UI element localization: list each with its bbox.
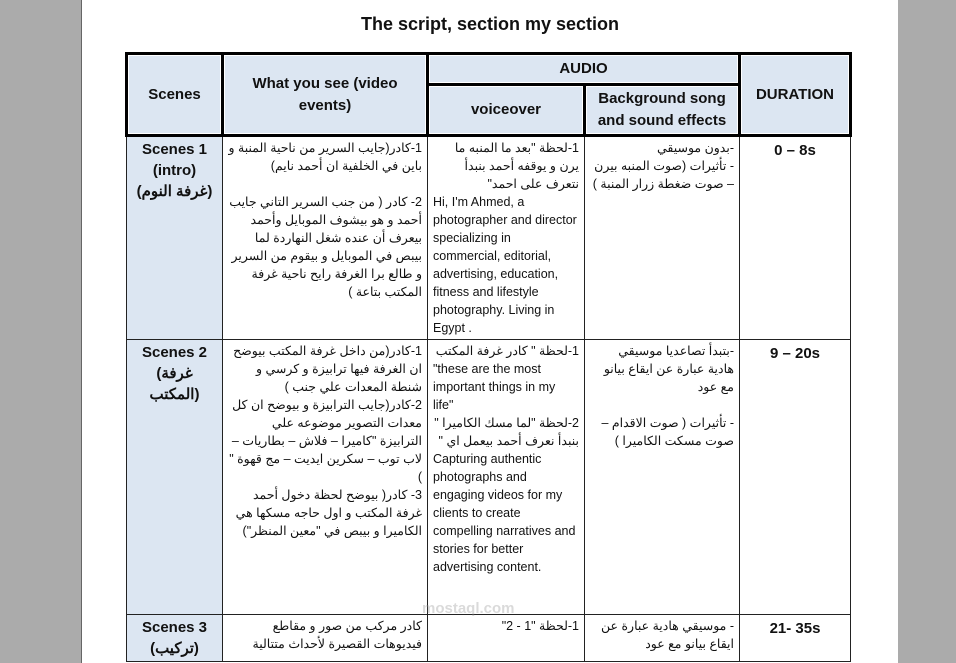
header-scenes: Scenes (127, 54, 223, 136)
scene-cell: Scenes 3 (تركيب) (127, 615, 223, 662)
watermark: mostaql.com (422, 600, 515, 617)
table-row (127, 136, 851, 340)
voiceover-english: "these are the most important things in my life" (433, 362, 556, 412)
header-background: Background song and sound effects (585, 85, 740, 136)
script-table (125, 52, 852, 662)
voiceover-cell (428, 136, 585, 340)
voiceover-english: Hi, I'm Ahmed, a photographer and director specializing in commercial, editorial, advertising, education, fitness and lifestyle photography. Living in Egypt . (433, 195, 577, 335)
background-cell: -بدون موسيقي - تأثيرات (صوت المنبه بيرن – صوت ضغطة زرار المنبة ) (585, 136, 740, 340)
scene-cell: Scenes 2 (غرفة المكتب) (127, 340, 223, 615)
duration-cell: 0 – 8s (740, 136, 851, 340)
header-what-you-see: What you see (video events) (223, 54, 428, 136)
duration-cell: 9 – 20s (740, 340, 851, 615)
scene-cell: Scenes 1 (intro) (غرفة النوم) (127, 136, 223, 340)
table-row (127, 340, 851, 615)
background-cell: - موسيقي هادية عبارة عن ايقاع بيانو مع عود (585, 615, 740, 662)
background-cell: -بتبدأ تصاعديا موسيقي هادية عبارة عن ايقاع بيانو مع عود - تأثيرات ( صوت الاقدام – صوت مسكت الكاميرا ) (585, 340, 740, 615)
header-voiceover: voiceover (428, 85, 585, 136)
video-cell: 1-كادر(جايب السرير من ناحية المنبة و باين في الخلفية ان أحمد نايم) 2- كادر ( من جنب السرير التاني جايب أحمد و هو بيشوف الموبايل وأحمد بيعرف أن عنده شغل النهاردة لما بيبص في الموبايل و بيقوم من السرير و طالع برا الغرفة رايح ناحية غرفة المكتب بتاعة ) (223, 136, 428, 340)
document-title: The script, section my section (360, 14, 620, 34)
voiceover-arabic: 1-لحظة "بعد ما المنبه ما يرن و يوقفه أحمد بنبدأ نتعرف على احمد" (454, 141, 579, 191)
voiceover-arabic: 1-لحظة " كادر غرفة المكتب (435, 344, 579, 358)
video-cell: 1-كادر(من داخل غرفة المكتب بيوضح ان الغرفة فيها ترابيزة و كرسي و شنطة المعدات علي جنب ) 2-كادر(جايب الترابيزة و بيوضح ان كل معدات التصوير موضوعه علي الترابيزة "كاميرا – فلاش – بطاريات – لاب توب – سكرين ايديت – مج قهوة " ) 3- كادر( بيوضح لحظة دخول أحمد غرفة المكتب و اول حاجه مسكها هي الكاميرا و بيبص في "معين المنظر") (223, 340, 428, 615)
header-audio: AUDIO (428, 54, 740, 85)
duration-cell: 21- 35s (740, 615, 851, 662)
document-page (81, 0, 898, 663)
voiceover-arabic-2: 2-لحظة "لما مسك الكاميرا " بنبدأ نعرف أحمد بيعمل اي " (434, 416, 579, 448)
header-duration: DURATION (740, 54, 851, 136)
video-cell: كادر مركب من صور و مقاطع فيديوهات القصيرة لأحداث متتالية (223, 615, 428, 662)
voiceover-english-2: Capturing authentic photographs and engaging videos for my clients to create compelling narratives and stories for better advertising content. (433, 452, 576, 574)
table-row (127, 615, 851, 662)
voiceover-cell (428, 340, 585, 615)
voiceover-cell: 1-لحظة "1 - 2" (428, 615, 585, 662)
